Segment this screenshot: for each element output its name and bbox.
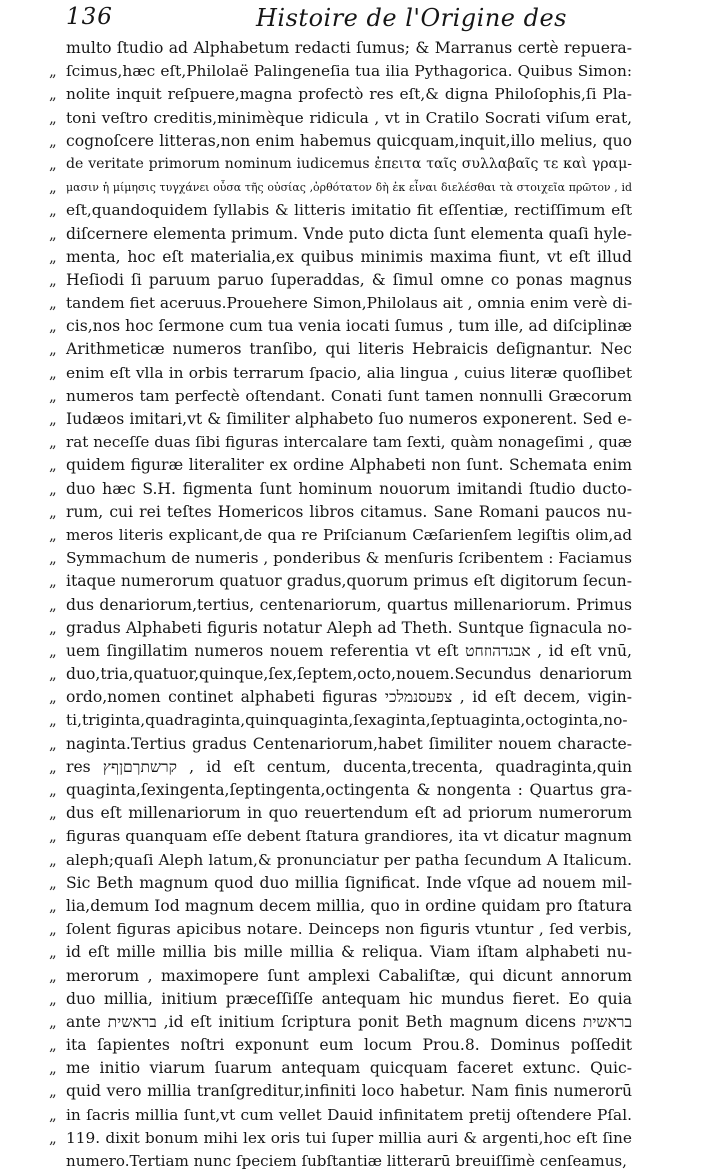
line-text: ſcimus,hæc eſt,Philolaë Palingeneſia tua ilia Pythagorica. Quibus Simon: — [66, 62, 632, 81]
quote-mark: „ — [49, 618, 57, 637]
quote-mark: „ — [49, 757, 57, 776]
quote-mark: „ — [49, 804, 57, 823]
quote-mark: „ — [49, 873, 57, 892]
quote-mark: „ — [49, 827, 57, 846]
line-text: id eſt mille millia bis mille millia & reliqua. Viam iſtam alphabeti nu- — [66, 943, 632, 962]
text-line — [49, 988, 632, 1011]
text-line — [49, 501, 632, 524]
line-text: enim eſt vlla in orbis terrarum ſpacio, alia lingua , cuius literæ quoſlibet — [66, 363, 632, 382]
line-text: dus denariorum,tertius, centenariorum, quartus millenariorum. Primus — [66, 595, 632, 614]
line-text: toni veſtro creditis,minimèque ridicula , vt in Cratilo Socrati viſum erat, — [66, 108, 632, 127]
quote-mark: „ — [49, 989, 57, 1008]
text-line — [49, 686, 632, 709]
line-text: lia,demum Iod magnum decem millia, quo in ordine quidam pro ſtatura — [66, 896, 632, 915]
line-text: duo,tria,quatuor,quinque,ſex,ſeptem,octo,nouem.Secundus denariorum — [66, 665, 632, 684]
quote-mark: „ — [49, 688, 57, 707]
text-line — [49, 941, 632, 964]
text-line — [49, 594, 632, 617]
line-text: de veritate primorum nominum iudicemus ἐπειτα ταῖς συλλαβαῖς τε καὶ γραμ- — [66, 155, 632, 172]
line-text: ſolent figuras apicibus notare. Deinceps non figuris vtuntur , ſed verbis, — [66, 920, 632, 939]
text-line — [49, 60, 632, 83]
quote-mark: „ — [49, 131, 57, 150]
line-text: ti,triginta,quadraginta,quinquaginta,ſexaginta,ſeptuaginta,octoginta,no- — [66, 711, 628, 730]
quote-mark: „ — [49, 224, 57, 243]
line-text: Arithmeticæ numeros tranſibo, qui literis Hebraicis deſignantur. Nec — [66, 340, 632, 359]
body-text — [49, 37, 633, 1173]
text-line — [49, 1104, 632, 1127]
quote-mark: „ — [49, 317, 57, 336]
line-text: ordo,nomen continet alphabeti figuras צפעסנמלכי , id eſt decem, vigin- — [66, 688, 632, 707]
text-line — [49, 153, 632, 176]
line-text: cognoſcere litteras,non enim habemus quicquam,inquit,illo melius, quo — [66, 131, 632, 150]
text-line — [49, 524, 632, 547]
quote-mark: „ — [49, 1036, 57, 1055]
text-line — [49, 756, 632, 779]
running-title: Histoire de l'Origine des — [256, 4, 567, 32]
line-text: me initio viarum ſuarum antequam quicquam faceret extunc. Quic- — [66, 1059, 632, 1078]
text-line — [49, 733, 632, 756]
text-line — [49, 107, 632, 130]
text-line — [49, 570, 632, 593]
text-line — [66, 37, 632, 60]
line-text: dus eſt millenariorum in quo reuertendum eſt ad priorum numerorum — [66, 804, 632, 823]
line-text: Iudæos imitari,vt & ſimiliter alphabeto ſuo numeros exponerent. Sed e- — [66, 410, 632, 428]
quote-mark: „ — [49, 479, 57, 498]
text-line — [49, 338, 632, 361]
line-text: rat neceſſe duas ſibi figuras intercalare tam ſexti, quàm nonageſimi , quæ — [66, 433, 632, 452]
quote-mark: „ — [49, 410, 57, 428]
line-text: meros literis explicant,de qua re Priſcianum Cæſarienſem legiſtis olim,ad — [66, 525, 632, 544]
quote-mark: „ — [49, 62, 57, 81]
text-line — [49, 1011, 632, 1034]
line-text: μασιν ἡ μίμησις τυγχάνει οὖσα τῆς οὐσίας ,ὀρθότατον δὴ ἐκ εἶναι διελέσθαι τὰ στοιχεῖα πρῶτον , id — [66, 181, 632, 195]
line-text: ante בראשית ,id eſt initium ſcriptura ponit Beth magnum dicens בראשית — [66, 1012, 632, 1031]
quote-mark: „ — [49, 665, 57, 684]
quote-mark: „ — [49, 595, 57, 614]
quote-mark: „ — [49, 525, 57, 544]
line-text: 119. dixit bonum mihi lex oris tui ſuper millia auri & argenti,hoc eſt ſine — [66, 1128, 632, 1147]
text-line — [49, 223, 632, 246]
text-line — [49, 431, 632, 454]
quote-mark: „ — [49, 340, 57, 359]
line-text: multo ſtudio ad Alphabetum redacti ſumus; & Marranus certè repuera- — [66, 39, 632, 57]
quote-mark: „ — [49, 896, 57, 915]
text-line — [49, 918, 632, 941]
text-line — [49, 849, 632, 872]
text-line — [49, 454, 632, 477]
text-line — [49, 408, 632, 431]
text-line — [49, 663, 632, 686]
text-line — [49, 1127, 632, 1150]
quote-mark: „ — [49, 734, 57, 753]
line-text: numeros tam perfectè oſtendant. Conati ſunt tamen nonnulli Græcorum — [66, 386, 632, 405]
quote-mark: „ — [49, 711, 57, 730]
text-line — [49, 246, 632, 269]
quote-mark: „ — [49, 270, 57, 289]
text-line — [49, 779, 632, 802]
line-text: aleph;quaſi Aleph latum,& pronunciatur per patha ſecundum A Italicum. — [66, 850, 632, 869]
line-text: itaque numerorum quatuor gradus,quorum primus eſt digitorum ſecun- — [66, 572, 632, 591]
quote-mark: „ — [49, 850, 57, 869]
line-text: numero.Tertiam nunc ſpeciem ſubſtantiæ litterarū breuiſſimè cenſeamus, — [66, 1152, 627, 1170]
line-text: diſcernere elementa primum. Vnde puto dicta ſunt elementa quaſi hyle- — [66, 224, 632, 243]
quote-mark: „ — [49, 1128, 57, 1147]
line-text: Heſiodi ſi paruum paruo ſuperaddas, & ſimul omne co ponas magnus — [66, 270, 632, 289]
line-text: tandem fiet aceruus.Prouehere Simon,Philolaus ait , omnia enim verè di- — [66, 294, 633, 313]
line-text: naginta.Tertius gradus Centenariorum,habet ſimiliter nouem characte- — [66, 734, 632, 753]
quote-mark: „ — [49, 1012, 57, 1031]
quote-mark: „ — [49, 641, 57, 660]
line-text: cis,nos hoc ſermone cum tua venia iocati ſumus , tum ille, ad diſciplinæ — [66, 317, 632, 336]
quote-mark: „ — [49, 572, 57, 591]
text-line — [49, 130, 632, 153]
quote-mark: „ — [49, 363, 57, 382]
text-line — [49, 176, 632, 199]
line-text: res קרשתךםןףץ , id eſt centum, ducenta,trecenta, quadraginta,quin — [66, 757, 632, 776]
line-text: Sic Beth magnum quod duo millia ſignificat. Inde vſque ad nouem mil- — [66, 873, 632, 892]
quote-mark: „ — [49, 781, 57, 799]
text-line — [49, 199, 632, 222]
quote-mark: „ — [49, 154, 57, 173]
quote-mark: „ — [49, 386, 57, 405]
quote-mark: „ — [49, 966, 57, 985]
text-line — [49, 478, 632, 501]
quote-mark: „ — [49, 456, 57, 475]
line-text: merorum , maximopere ſunt amplexi Cabaliſtæ, qui dicunt annorum — [66, 966, 632, 985]
line-text: figuras quanquam eſſe debent ſtatura grandiores, ita vt dicatur magnum — [66, 827, 632, 846]
line-text: Symmachum de numeris , ponderibus & menſuris ſcribentem : Faciamus — [66, 549, 633, 568]
text-line — [49, 269, 632, 292]
quote-mark: „ — [49, 85, 57, 104]
text-line — [49, 292, 633, 315]
text-line — [49, 362, 632, 385]
quote-mark: „ — [49, 1059, 57, 1078]
line-text: uem ſingillatim numeros nouem referentia vt eſt אבגדהוזחט , id eſt vnū, — [66, 641, 633, 660]
text-line — [49, 640, 633, 663]
text-line — [49, 315, 632, 338]
text-line — [49, 617, 632, 640]
line-text: gradus Alphabeti figuris notatur Aleph ad Theth. Suntque ſignacula no- — [66, 618, 632, 637]
text-line — [49, 709, 632, 732]
text-line — [49, 83, 632, 106]
quote-mark: „ — [49, 502, 57, 521]
text-line — [49, 802, 632, 825]
line-text: in ſacris millia ſunt,vt cum vellet Dauid infinitatem pretij oſtendere Pſal. — [66, 1105, 632, 1124]
quote-mark: „ — [49, 943, 57, 962]
quote-mark: „ — [49, 247, 57, 266]
line-text: quid vero millia tranſgreditur,infiniti loco habetur. Nam finis numerorū — [66, 1082, 632, 1101]
quote-mark: „ — [49, 433, 57, 452]
quote-mark: „ — [49, 920, 57, 939]
text-line — [49, 385, 632, 408]
quote-mark: „ — [49, 201, 57, 220]
line-text: quaginta,ſexingenta,ſeptingenta,octingenta & nongenta : Quartus gra- — [66, 781, 632, 799]
line-text: duo millia, initium præceſſiſſe antequam hic mundus fieret. Eo quia — [66, 989, 632, 1008]
quote-mark: „ — [49, 294, 57, 313]
line-text: duo hæc S.H. figmenta ſunt hominum nouorum imitandi ſtudio ducto- — [66, 479, 632, 498]
text-line — [49, 1057, 632, 1080]
quote-mark: „ — [49, 1082, 57, 1101]
line-text: ita ſapientes noſtri exponunt eum locum Prou.8. Dominus poſſedit — [66, 1036, 632, 1055]
line-text: menta, hoc eſt materialia,ex quibus minimis maxima fiunt, vt eſt illud — [66, 247, 632, 266]
text-line — [49, 547, 633, 570]
text-line — [49, 965, 632, 988]
text-line — [49, 1034, 632, 1057]
page-header — [66, 4, 666, 38]
text-line — [66, 1150, 632, 1173]
quote-mark: „ — [49, 178, 57, 197]
line-text: eſt,quandoquidem ſyllabis & litteris imitatio fit eſſentiæ, rectiſſimum eſt — [66, 201, 632, 220]
line-text: rum, cui rei teſtes Homericos libros citamus. Sane Romani paucos nu- — [66, 502, 632, 521]
quote-mark: „ — [49, 549, 57, 568]
line-text: nolite inquit reſpuere,magna profectò res eſt,& digna Philoſophis,ſi Pla- — [66, 85, 632, 104]
text-line — [49, 872, 632, 895]
line-text: quidem figuræ literaliter ex ordine Alphabeti non ſunt. Schemata enim — [66, 456, 632, 475]
quote-mark: „ — [49, 108, 57, 127]
text-line — [49, 1080, 632, 1103]
text-line — [49, 895, 632, 918]
text-line — [49, 825, 632, 848]
page-number: 136 — [66, 4, 113, 30]
quote-mark: „ — [49, 1105, 57, 1124]
